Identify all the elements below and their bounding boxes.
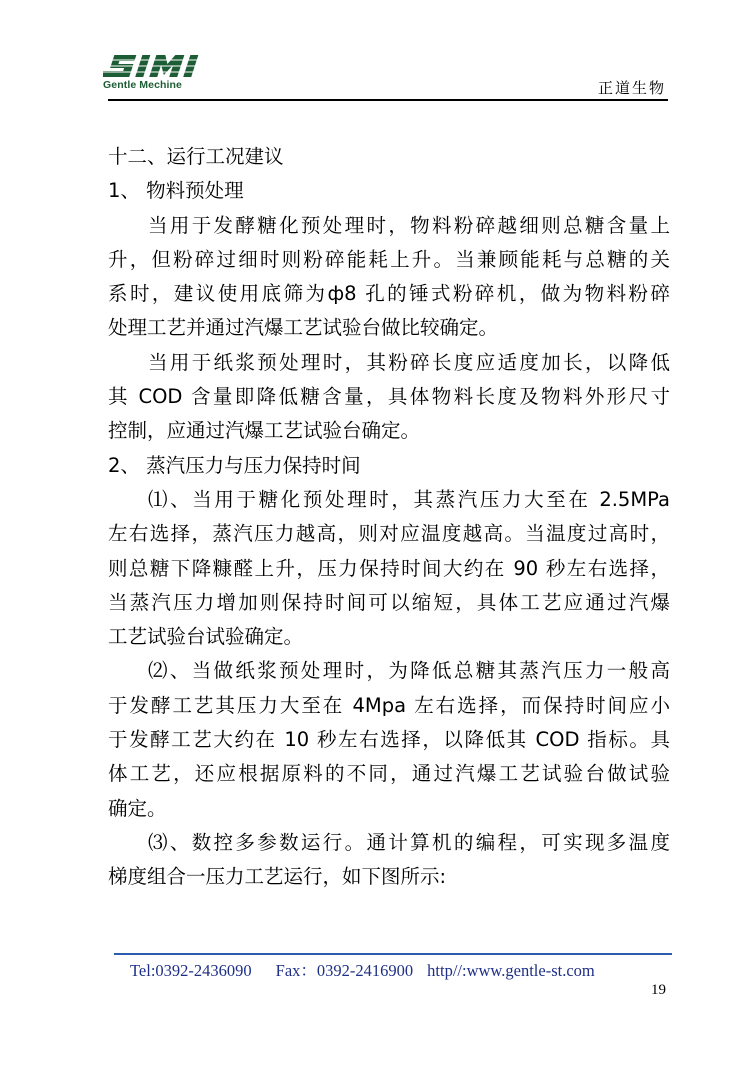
footer-fax: Fax：0392-2416900	[275, 961, 414, 980]
company-logo	[103, 53, 209, 93]
paragraph-line: 其 COD 含量即降低糖含量，具体物料长度及物料外形尺寸	[108, 385, 670, 409]
paragraph-line: 梯度组合一压力工艺运行，如下图所示:	[108, 865, 447, 889]
paragraph-line: 处理工艺并通过汽爆工艺试验台做比较确定。	[108, 316, 499, 340]
paragraph-line: 升，但粉碎过细时则粉碎能耗上升。当兼顾能耗与总糖的关	[108, 247, 670, 271]
paragraph-line: 左右选择，蒸汽压力越高，则对应温度越高。当温度过高时，	[108, 522, 670, 546]
paragraph-line: 系时，建议使用底筛为ф8 孔的锤式粉碎机，做为物料粉碎	[108, 282, 670, 306]
paragraph-line: 则总糖下降糠醛上升，压力保持时间大约在 90 秒左右选择，	[108, 556, 670, 580]
paragraph-line: 当用于纸浆预处理时，其粉碎长度应适度加长，以降低	[148, 350, 670, 374]
paragraph-line: 当蒸汽压力增加则保持时间可以缩短，具体工艺应通过汽爆	[108, 590, 670, 614]
paragraph-line: 当用于发酵糖化预处理时，物料粉碎越细则总糖含量上	[148, 213, 670, 237]
footer-divider	[114, 953, 672, 955]
paragraph-line: 工艺试验台试验确定。	[108, 625, 304, 649]
subsection-heading: 2、 蒸汽压力与压力保持时间	[108, 453, 361, 477]
paragraph-line: 控制，应通过汽爆工艺试验台确定。	[108, 419, 421, 443]
document-body	[108, 140, 670, 895]
header-divider	[108, 99, 668, 101]
subsection-heading: 1、 物料预处理	[108, 179, 244, 203]
paragraph-line: 于发酵工艺其压力大至在 4Mpa 左右选择，而保持时间应小	[108, 693, 670, 717]
simi-logo-mark	[103, 53, 209, 79]
footer-url: http//:www.gentle-st.com	[427, 961, 595, 980]
footer-tel: Tel:0392-2436090	[130, 961, 252, 980]
section-heading: 十二、运行工况建议	[108, 145, 284, 168]
paragraph-line: 体工艺，还应根据原料的不同，通过汽爆工艺试验台做试验	[108, 762, 670, 786]
footer-contact	[130, 957, 595, 981]
logo-tagline: Gentle Mechine	[103, 79, 183, 91]
paragraph-line: ⑶、数控多参数运行。通计算机的编程，可实现多温度	[148, 830, 670, 854]
page-number: 19	[651, 982, 666, 998]
paragraph-line: ⑴、当用于糖化预处理时，其蒸汽压力大至在 2.5MPa	[148, 487, 670, 511]
paragraph-line: 于发酵工艺大约在 10 秒左右选择，以降低其 COD 指标。具	[108, 728, 670, 752]
paragraph-line: ⑵、当做纸浆预处理时，为降低总糖其蒸汽压力一般高	[148, 659, 670, 683]
company-name: 正道生物	[597, 79, 666, 97]
paragraph-line: 确定。	[108, 796, 167, 820]
